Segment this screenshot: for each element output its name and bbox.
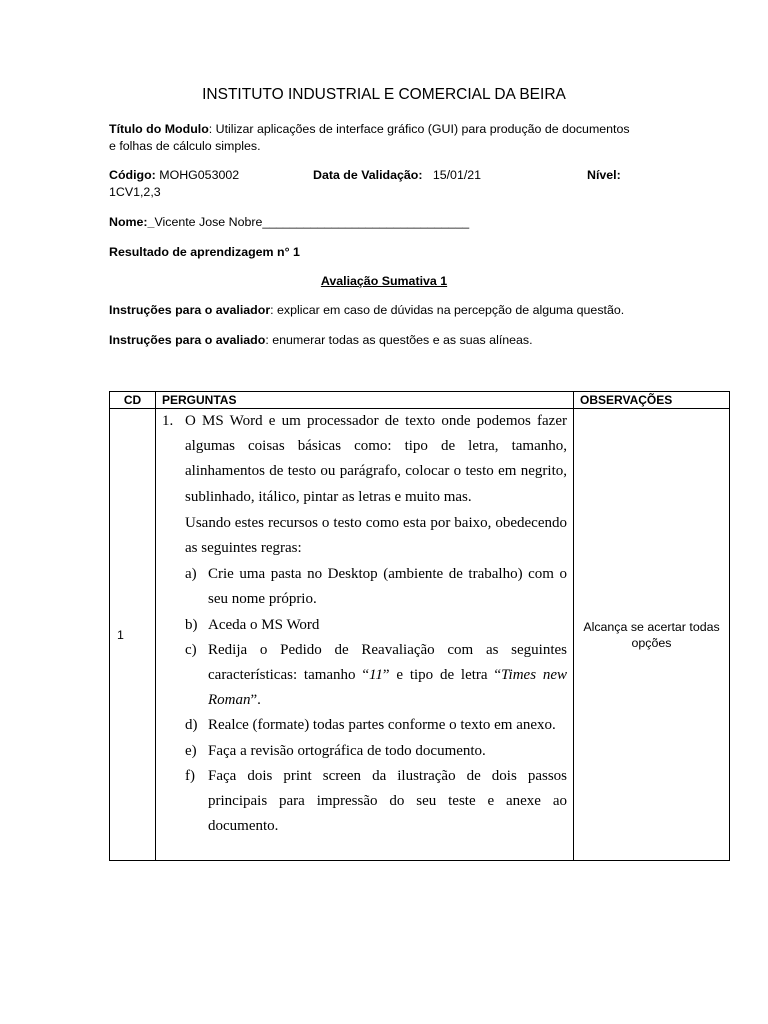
institution-title: INSTITUTO INDUSTRIAL E COMERCIAL DA BEIRA [202,86,566,103]
date-field [313,167,481,183]
module-line-1 [109,121,630,137]
header-questions: PERGUNTAS [156,392,574,409]
list-item: d) Realce (formate) todas partes conforme o texto em anexo. [185,717,556,734]
code-value: MOHG053002 [159,168,240,182]
assessment-title: Avaliação Sumativa 1 [320,274,448,288]
list-item: e) Faça a revisão ortográfica de todo documento. [185,742,486,759]
module-text: : Utilizar aplicações de interface gráfico (GUI) para produção de documentos [208,122,630,136]
list-item: c) Redija o Pedido de Reavaliação com as seguintes características: tamanho “11” e tipo de letra “Times new Roman”. [185,641,567,709]
list-item: f) Faça dois print screen da ilustração de dois passos principais para impressão do seu teste e anexe ao documento. [185,767,567,835]
date-label: Data de Validação: [313,168,423,182]
code-label: Código: MOHG053002 [109,168,240,182]
list-item: b) Aceda o MS Word [185,616,320,633]
evaluator-text: : explicar em caso de dúvidas na percepção de alguma questão. [270,303,625,317]
list-item: a) Crie uma pasta no Desktop (ambiente de trabalho) com o seu nome próprio. [185,566,567,608]
header-cd: CD [110,392,156,409]
question-cell [156,409,574,861]
learning-result: Resultado de aprendizagem n° 1 [109,245,300,259]
question-number: 1. [162,413,174,429]
module-label: Título do Modulo [109,122,209,136]
questions-table [109,391,730,861]
observation-cell: Alcança se acertar todas opções [574,409,730,861]
student-text: : enumerar todas as questões e as suas alíneas. [265,333,533,347]
question-intro-2: Usando estes recursos o testo como esta por baixo, obedecendo as seguintes regras: [185,514,567,557]
student-label: Instruções para o avaliado [109,333,266,347]
level-value: 1CV1,2,3 [109,185,161,199]
header-observations: OBSERVAÇÕES [574,392,730,409]
module-line-2: e folhas de cálculo simples. [109,139,261,153]
student-instructions [109,332,533,348]
level-label: Nível: [587,168,621,182]
name-underline: ______________________________ [262,215,470,229]
name-value: Vicente Jose Nobre [154,215,263,229]
name-label: Nome:_ [109,215,155,229]
date-value: 15/01/21 [432,168,482,182]
table-row [110,409,730,861]
question-intro: O MS Word e um processador de texto onde podemos fazer algumas coisas básicas como: tipo de letra, tamanho, alinhamentos de testo ou parágrafo, colocar o testo em negrito, sublinhado, itálico, pintar as letras e muito mas. [185,413,567,505]
cd-cell: 1 [110,409,156,861]
student-name-line [109,214,469,230]
sub-items [162,562,567,839]
evaluator-label: Instruções para o avaliador [109,303,271,317]
evaluator-instructions [109,302,624,318]
question-item [162,409,567,510]
